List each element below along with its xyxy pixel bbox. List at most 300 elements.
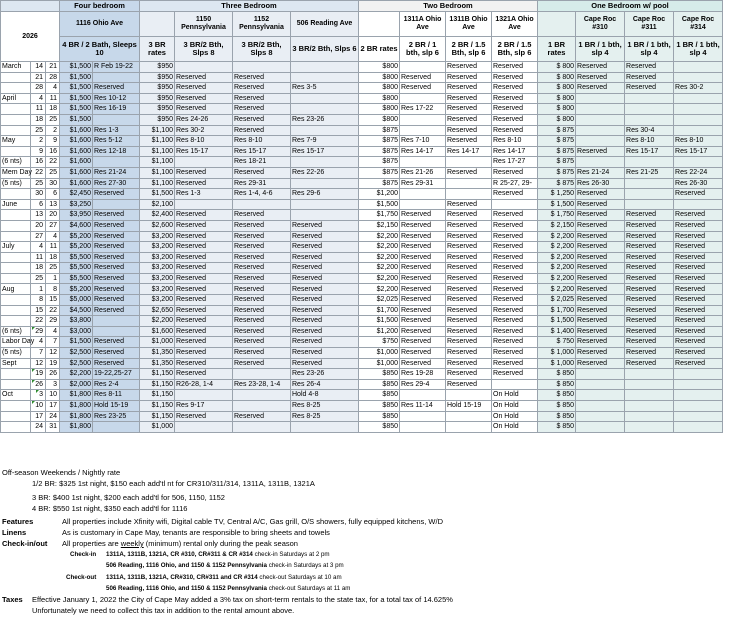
table-cell: $ 875 xyxy=(538,167,576,178)
table-cell: $875 xyxy=(359,136,400,147)
group-three-bedroom: Three Bedroom xyxy=(140,1,359,12)
rate-header: 2 BR / 1.5 Bth, slp 6 xyxy=(492,37,538,62)
table-cell: Reserved xyxy=(233,104,291,115)
period-label xyxy=(1,295,31,306)
table-row xyxy=(1,295,723,306)
table-cell xyxy=(175,62,233,73)
table-cell: Res 30-2 xyxy=(175,125,233,136)
table-cell: Res 8-10 xyxy=(674,136,723,147)
table-cell: Reserved xyxy=(625,348,674,359)
table-cell: Res 10-12 xyxy=(93,93,140,104)
table-cell xyxy=(400,125,446,136)
table-cell: Reserved xyxy=(400,231,446,242)
table-cell: $1,500 xyxy=(60,337,93,348)
week-start-day: 17 xyxy=(31,411,46,422)
table-row xyxy=(1,252,723,263)
table-cell xyxy=(625,178,674,189)
table-cell xyxy=(674,72,723,83)
period-label xyxy=(1,369,31,380)
table-cell: Res 8-10 xyxy=(233,136,291,147)
table-cell: Reserved xyxy=(291,242,359,253)
period-label xyxy=(1,231,31,242)
period-label: (5 nts) xyxy=(1,178,31,189)
table-cell: Reserved xyxy=(576,189,625,200)
checkout-line-2: 506 Reading, 1116 Ohio, and 1150 & 1152 Pennsylvania check-out Saturdays at 11 am xyxy=(106,585,351,592)
table-cell xyxy=(576,104,625,115)
table-cell: $1,100 xyxy=(140,125,175,136)
table-cell: Res 8-10 xyxy=(175,136,233,147)
table-cell: On Hold xyxy=(492,422,538,433)
table-cell: Reserved xyxy=(175,305,233,316)
table-cell: $ 875 xyxy=(538,125,576,136)
period-label: Sept xyxy=(1,358,31,369)
table-cell: Reserved xyxy=(625,337,674,348)
table-cell: $850 xyxy=(359,390,400,401)
period-label xyxy=(1,189,31,200)
table-cell: Reserved xyxy=(175,337,233,348)
table-cell: Res 14-17 xyxy=(446,146,492,157)
table-cell: Reserved xyxy=(400,242,446,253)
table-cell: $1,100 xyxy=(140,157,175,168)
rate-header: 3 BR rates xyxy=(140,37,175,62)
table-cell xyxy=(400,411,446,422)
week-start-day: 4 xyxy=(31,337,46,348)
table-cell: $ 850 xyxy=(538,379,576,390)
table-cell: $1,800 xyxy=(60,401,93,412)
table-cell xyxy=(291,62,359,73)
week-end-day: 6 xyxy=(46,189,60,200)
table-cell: 19-22,25-27 xyxy=(93,369,140,380)
table-cell: Reserved xyxy=(576,210,625,221)
table-cell: Reserved xyxy=(446,273,492,284)
week-end-day: 19 xyxy=(46,358,60,369)
table-cell: $2,450 xyxy=(60,189,93,200)
table-row xyxy=(1,72,723,83)
table-cell: Res 23-26 xyxy=(291,114,359,125)
table-cell: $ 850 xyxy=(538,369,576,380)
table-cell: Reserved xyxy=(93,83,140,94)
table-cell: Res 17-22 xyxy=(400,104,446,115)
table-row xyxy=(1,369,723,380)
table-row xyxy=(1,305,723,316)
table-cell: $950 xyxy=(140,72,175,83)
period-label xyxy=(1,220,31,231)
period-label: June xyxy=(1,199,31,210)
table-cell: $2,200 xyxy=(359,231,400,242)
table-cell: Reserved xyxy=(400,284,446,295)
table-cell: $1,500 xyxy=(359,199,400,210)
period-label: May xyxy=(1,136,31,147)
week-start-day: 24 xyxy=(31,422,46,433)
table-cell xyxy=(93,326,140,337)
table-cell: $1,000 xyxy=(359,348,400,359)
table-cell: Reserved xyxy=(233,263,291,274)
table-row xyxy=(1,401,723,412)
table-cell: Res 5-12 xyxy=(93,136,140,147)
period-label: Labor Day xyxy=(1,337,31,348)
table-cell: Reserved xyxy=(400,273,446,284)
table-cell: Reserved xyxy=(233,284,291,295)
table-cell: $1,500 xyxy=(60,93,93,104)
table-cell: $2,200 xyxy=(140,316,175,327)
table-cell: Res 23-28, 1-4 xyxy=(233,379,291,390)
table-cell: $1,600 xyxy=(60,157,93,168)
table-cell: Reserved xyxy=(492,231,538,242)
table-cell xyxy=(93,72,140,83)
table-cell xyxy=(233,369,291,380)
table-cell: $2,650 xyxy=(140,305,175,316)
table-cell: Reserved xyxy=(400,305,446,316)
table-cell: Reserved xyxy=(291,273,359,284)
table-cell: $2,200 xyxy=(359,263,400,274)
table-cell: Reserved xyxy=(400,295,446,306)
table-cell: $1,600 xyxy=(60,167,93,178)
table-cell: Reserved xyxy=(492,316,538,327)
table-cell: Res 21-26 xyxy=(400,167,446,178)
table-cell xyxy=(291,104,359,115)
table-cell: Reserved xyxy=(492,273,538,284)
table-cell xyxy=(233,390,291,401)
table-cell: Res 11-14 xyxy=(400,401,446,412)
table-cell: Reserved xyxy=(446,379,492,390)
table-cell: Reserved xyxy=(233,125,291,136)
table-cell: Reserved xyxy=(674,252,723,263)
table-cell xyxy=(674,157,723,168)
week-start-day: 14 xyxy=(31,62,46,73)
table-cell: Reserved xyxy=(175,242,233,253)
table-cell: Reserved xyxy=(492,83,538,94)
rate-header: 4 BR / 2 Bath, Sleeps 10 xyxy=(60,37,140,62)
property-1150-pennsylvania: 1150 Pennsylvania xyxy=(175,12,233,37)
table-row xyxy=(1,136,723,147)
taxes-text: Effective January 1, 2022 the City of Cape May added a 3% tax on short-term rentals to the state tax, for a total tax of 14.625% xyxy=(32,595,453,604)
table-cell xyxy=(576,369,625,380)
week-end-day: 28 xyxy=(46,72,60,83)
week-start-day: 19 xyxy=(31,369,46,380)
table-row xyxy=(1,104,723,115)
table-cell: Res 7-9 xyxy=(291,136,359,147)
comment-marker-icon xyxy=(32,401,35,404)
table-cell: Reserved xyxy=(400,252,446,263)
table-cell: Res 12-18 xyxy=(93,146,140,157)
table-cell: Reserved xyxy=(492,62,538,73)
table-row xyxy=(1,348,723,359)
table-cell: $1,200 xyxy=(359,326,400,337)
table-cell xyxy=(446,189,492,200)
table-cell: $950 xyxy=(140,62,175,73)
table-cell: Reserved xyxy=(625,231,674,242)
table-cell: Reserved xyxy=(291,348,359,359)
table-cell: $875 xyxy=(359,167,400,178)
table-cell: Reserved xyxy=(291,305,359,316)
period-label xyxy=(1,379,31,390)
table-row xyxy=(1,358,723,369)
table-cell: Reserved xyxy=(446,199,492,210)
table-cell: $1,600 xyxy=(60,125,93,136)
table-cell: Reserved xyxy=(291,326,359,337)
table-cell: $1,150 xyxy=(140,369,175,380)
table-cell: $ 2,200 xyxy=(538,263,576,274)
property-1321a-ohio: 1321A Ohio Ave xyxy=(492,12,538,37)
week-start-day: 25 xyxy=(31,273,46,284)
checkin-text: All properties are weekly (minimum) rental only during the peak season xyxy=(62,539,298,548)
table-cell: Reserved xyxy=(576,231,625,242)
checkout-label: Check-out xyxy=(66,574,97,581)
week-start-day: 25 xyxy=(31,125,46,136)
comment-marker-icon xyxy=(32,380,35,383)
table-cell xyxy=(446,390,492,401)
table-cell: $ 875 xyxy=(538,178,576,189)
property-1116-ohio: 1116 Ohio Ave xyxy=(60,12,140,37)
table-cell: Reserved xyxy=(233,273,291,284)
table-cell: Reserved xyxy=(233,114,291,125)
table-cell: $ 800 xyxy=(538,93,576,104)
table-cell: Res 29-6 xyxy=(291,189,359,200)
table-cell: $875 xyxy=(359,178,400,189)
table-cell: Reserved xyxy=(446,284,492,295)
period-label: Aug xyxy=(1,284,31,295)
table-cell: Reserved xyxy=(233,220,291,231)
table-cell: $5,500 xyxy=(60,263,93,274)
table-cell: $1,750 xyxy=(359,210,400,221)
week-start-day: 11 xyxy=(31,252,46,263)
table-cell: Reserved xyxy=(175,252,233,263)
table-cell xyxy=(674,401,723,412)
week-end-day: 31 xyxy=(46,422,60,433)
table-cell xyxy=(446,178,492,189)
table-cell: Res 24-26 xyxy=(175,114,233,125)
table-cell: Res 15-17 xyxy=(175,146,233,157)
table-cell: Reserved xyxy=(576,273,625,284)
offseason-4br: 4 BR: $550 1st night, $350 each add'tl for 1116 xyxy=(32,504,188,513)
table-cell: Res 29-4 xyxy=(400,379,446,390)
table-cell xyxy=(625,411,674,422)
table-cell: $2,200 xyxy=(60,369,93,380)
taxes-label: Taxes xyxy=(2,595,23,604)
table-cell: Reserved xyxy=(446,252,492,263)
table-cell: $800 xyxy=(359,72,400,83)
table-cell: Reserved xyxy=(446,295,492,306)
table-cell: $950 xyxy=(140,93,175,104)
table-cell: Reserved xyxy=(446,220,492,231)
table-cell: $ 2,200 xyxy=(538,273,576,284)
week-start-day: 2 xyxy=(31,136,46,147)
table-cell: Reserved xyxy=(175,263,233,274)
table-row xyxy=(1,231,723,242)
table-row xyxy=(1,326,723,337)
table-cell: $1,800 xyxy=(60,390,93,401)
table-cell: $ 2,200 xyxy=(538,231,576,242)
table-cell: Reserved xyxy=(93,189,140,200)
table-cell xyxy=(576,157,625,168)
table-cell: $ 2,150 xyxy=(538,220,576,231)
table-cell: Res 15-17 xyxy=(674,146,723,157)
table-cell: $5,500 xyxy=(60,252,93,263)
table-cell: On Hold xyxy=(492,411,538,422)
table-cell xyxy=(625,199,674,210)
year-label: 2026 xyxy=(1,12,60,62)
week-end-day: 12 xyxy=(46,348,60,359)
table-cell xyxy=(291,125,359,136)
table-cell: Reserved xyxy=(492,210,538,221)
table-cell: Reserved xyxy=(233,83,291,94)
group-one-bedroom: One Bedroom w/ pool xyxy=(538,1,723,12)
table-cell: Res 2-4 xyxy=(93,379,140,390)
table-cell: $ 2,025 xyxy=(538,295,576,306)
table-cell: Reserved xyxy=(175,104,233,115)
week-start-day: 18 xyxy=(31,263,46,274)
table-cell: Reserved xyxy=(446,326,492,337)
table-row xyxy=(1,146,723,157)
table-cell: Res 26-30 xyxy=(576,178,625,189)
table-cell: Reserved xyxy=(93,210,140,221)
table-cell: $1,600 xyxy=(60,136,93,147)
table-cell: Reserved xyxy=(625,72,674,83)
table-cell: $1,800 xyxy=(60,422,93,433)
checkin-line-2: 506 Reading, 1116 Ohio, and 1150 & 1152 Pennsylvania check-in Saturdays at 3 pm xyxy=(106,562,344,569)
week-end-day: 22 xyxy=(46,157,60,168)
table-cell: Reserved xyxy=(233,337,291,348)
table-cell: Res 1-3 xyxy=(175,189,233,200)
table-cell xyxy=(674,422,723,433)
table-cell: Res 15-17 xyxy=(625,146,674,157)
table-cell: Reserved xyxy=(93,220,140,231)
table-cell: $800 xyxy=(359,83,400,94)
checkin-label: Check-in/out xyxy=(2,539,48,548)
table-cell: Res 8-10 xyxy=(492,136,538,147)
table-cell: $3,800 xyxy=(60,316,93,327)
table-cell: Res 9-17 xyxy=(175,401,233,412)
table-cell: Reserved xyxy=(492,220,538,231)
table-cell: Reserved xyxy=(93,273,140,284)
table-cell: $ 800 xyxy=(538,83,576,94)
week-start-day: 30 xyxy=(31,189,46,200)
property-1311a-ohio: 1311A Ohio Ave xyxy=(400,12,446,37)
table-cell: Reserved xyxy=(625,252,674,263)
table-cell: Reserved xyxy=(492,125,538,136)
table-cell: $ 750 xyxy=(538,337,576,348)
period-label xyxy=(1,146,31,157)
table-cell: Reserved xyxy=(576,348,625,359)
table-cell xyxy=(674,114,723,125)
table-cell xyxy=(576,93,625,104)
table-cell: $850 xyxy=(359,379,400,390)
table-cell: $1,200 xyxy=(359,189,400,200)
table-cell: Res 15-17 xyxy=(291,146,359,157)
table-cell: Reserved xyxy=(492,104,538,115)
table-cell: Reserved xyxy=(625,295,674,306)
table-cell: Reserved xyxy=(400,326,446,337)
table-cell: $2,100 xyxy=(140,199,175,210)
table-row xyxy=(1,379,723,390)
offseason-12br: 1/2 BR: $325 1st night, $150 each add'tl nt for CR310/311/314, 1311A, 1311B, 1321A xyxy=(32,479,315,488)
table-cell: Reserved xyxy=(175,220,233,231)
table-cell: Reserved xyxy=(446,348,492,359)
table-cell: Reserved xyxy=(492,114,538,125)
table-cell: $ 1,000 xyxy=(538,348,576,359)
table-cell: Reserved xyxy=(93,231,140,242)
table-cell xyxy=(93,316,140,327)
week-end-day: 25 xyxy=(46,167,60,178)
week-end-day: 25 xyxy=(46,114,60,125)
table-cell xyxy=(291,199,359,210)
table-cell: $850 xyxy=(359,422,400,433)
table-cell: Reserved xyxy=(400,316,446,327)
table-cell: Res 14-17 xyxy=(400,146,446,157)
week-start-day: 12 xyxy=(31,358,46,369)
table-cell xyxy=(674,104,723,115)
table-cell: $1,150 xyxy=(140,390,175,401)
table-cell: Reserved xyxy=(674,220,723,231)
table-cell: On Hold xyxy=(492,401,538,412)
table-cell: $850 xyxy=(359,401,400,412)
period-label: Mem Day xyxy=(1,167,31,178)
table-cell: $ 1,500 xyxy=(538,199,576,210)
week-start-day: 10 xyxy=(31,401,46,412)
table-cell: Reserved xyxy=(233,242,291,253)
table-cell: $950 xyxy=(140,114,175,125)
table-cell: $1,100 xyxy=(140,146,175,157)
table-cell: $3,200 xyxy=(140,273,175,284)
table-cell: $5,200 xyxy=(60,231,93,242)
table-cell: Reserved xyxy=(291,316,359,327)
table-cell: Reserved xyxy=(674,337,723,348)
week-end-day: 2 xyxy=(46,125,60,136)
table-cell: $2,500 xyxy=(60,348,93,359)
table-cell: $2,200 xyxy=(359,284,400,295)
week-end-day: 4 xyxy=(46,231,60,242)
week-end-day: 11 xyxy=(46,93,60,104)
table-cell: Reserved xyxy=(625,284,674,295)
table-cell xyxy=(400,199,446,210)
table-row xyxy=(1,273,723,284)
table-cell xyxy=(674,93,723,104)
period-label xyxy=(1,316,31,327)
table-cell: Res 8-25 xyxy=(291,401,359,412)
table-cell: Reserved xyxy=(674,316,723,327)
property-506-reading: 506 Reading Ave xyxy=(291,12,359,37)
table-cell xyxy=(625,93,674,104)
table-cell xyxy=(175,199,233,210)
table-cell: Reserved xyxy=(233,326,291,337)
offseason-title: Off-season Weekends / Nightly rate xyxy=(2,468,121,477)
table-row xyxy=(1,210,723,221)
table-cell: Reserved xyxy=(175,167,233,178)
table-cell: Res 8-25 xyxy=(291,411,359,422)
rate-header: 3 BR/2 Bth, Slps 8 xyxy=(233,37,291,62)
table-cell: Reserved xyxy=(625,305,674,316)
table-cell xyxy=(446,157,492,168)
table-cell: Reserved xyxy=(674,189,723,200)
table-cell: $3,200 xyxy=(140,242,175,253)
table-cell: Reserved xyxy=(625,273,674,284)
table-cell: Reserved xyxy=(446,93,492,104)
table-cell: Hold 15-19 xyxy=(446,401,492,412)
table-cell xyxy=(291,178,359,189)
table-row xyxy=(1,157,723,168)
table-cell: $ 800 xyxy=(538,72,576,83)
table-cell xyxy=(400,62,446,73)
table-cell: Res 23-26 xyxy=(291,369,359,380)
table-cell: Reserved xyxy=(625,83,674,94)
week-start-day: 25 xyxy=(31,178,46,189)
table-cell xyxy=(291,157,359,168)
table-cell: $3,950 xyxy=(60,210,93,221)
table-cell: Reserved xyxy=(175,284,233,295)
table-cell xyxy=(576,411,625,422)
table-cell: Reserved xyxy=(233,167,291,178)
table-cell: Reserved xyxy=(291,231,359,242)
